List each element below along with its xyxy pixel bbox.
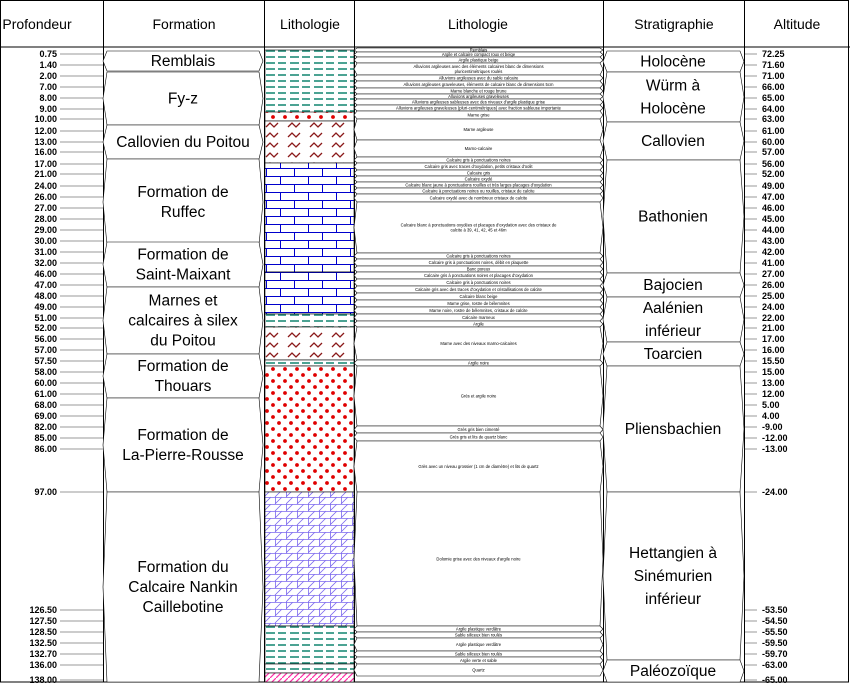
formation-label: Calcaire Nankin	[128, 579, 238, 596]
stratigraphy-label: inférieur	[645, 323, 701, 340]
depth-label: 27.00	[34, 203, 57, 213]
header-stratigraphy: Stratigraphie	[634, 16, 714, 32]
description-text: Marne grise, rostre de bélemnites	[447, 301, 510, 306]
stratigraphy-label: Pliensbachien	[624, 421, 722, 438]
formation-label: Formation du	[137, 559, 229, 576]
stratigraphy-label: Holocène	[640, 53, 706, 71]
depth-label: 138.00	[29, 675, 57, 685]
depth-label: 58.00	[34, 367, 57, 377]
description-text: Quartz	[472, 667, 485, 673]
depth-label: 85.00	[34, 433, 57, 443]
altitude-label: 26.00	[762, 280, 785, 290]
description-text: Calcaire gris à ponctuations noires, débit en plaquette	[428, 260, 529, 265]
altitude-label: 45.00	[762, 214, 785, 224]
formation-label: Formation de	[137, 184, 229, 201]
description-text: Marne blanche et rouge brune	[450, 88, 507, 94]
depth-label: 57.00	[34, 345, 57, 355]
altitude-label: 15.00	[762, 367, 785, 377]
altitude-label: -12.00	[762, 433, 788, 443]
depth-label: 61.00	[34, 389, 57, 399]
depth-label: 132.70	[29, 649, 57, 659]
header-altitude: Altitude	[773, 16, 821, 32]
formation-label: Remblais	[150, 53, 216, 70]
altitude-label: -54.50	[762, 616, 788, 626]
description-text: Dolomie grise avec des niveaux d'argile noire	[436, 556, 521, 562]
description-text: Calcaire gris à ponctuations noires	[446, 280, 511, 285]
depth-label: 30.00	[34, 236, 57, 246]
depth-label: 7.00	[39, 82, 57, 92]
altitude-label: 60.00	[762, 137, 785, 147]
description-text: pluricentimétriques roulés	[454, 69, 503, 75]
description-text: Calcaire marneux	[462, 315, 495, 320]
description-text: Argile noire	[467, 360, 490, 366]
lithology-layer	[265, 163, 354, 272]
altitude-label: 13.00	[762, 378, 785, 388]
altitude-label: -59.50	[762, 638, 788, 648]
description-text: Argile plastique beige	[458, 57, 499, 63]
depth-scale	[29, 49, 103, 685]
depth-label: 28.00	[34, 214, 57, 224]
lithology-layer	[265, 121, 354, 163]
stratigraphy-label: Hettangien à	[629, 545, 717, 562]
altitude-label: 15.50	[762, 356, 785, 366]
description-text: Grès avec un niveau grossier (1 cm de diamètre) et lits de quartz	[418, 464, 539, 469]
description-text: Argile et calcaire compact roux et beige	[441, 52, 516, 57]
description-text: Calcaire gris avec des traces d'oxydation et cristallisations de calcite	[415, 287, 542, 292]
altitude-label: 46.00	[762, 203, 785, 213]
lithology-patterns	[265, 50, 354, 682]
description-text: Calcaire oxydé	[464, 176, 493, 182]
depth-label: 68.00	[34, 400, 57, 410]
depth-label: 60.00	[34, 378, 57, 388]
altitude-label: 71.60	[762, 60, 785, 70]
altitude-label: 72.25	[762, 49, 785, 59]
formation-label: Marnes et	[148, 292, 218, 310]
depth-label: 97.00	[34, 487, 57, 497]
altitude-label: 64.00	[762, 104, 785, 114]
altitude-label: 49.00	[762, 181, 785, 191]
lithology-layer	[265, 366, 354, 492]
stratigraphy-labels	[603, 51, 744, 682]
lithology-layer	[265, 360, 354, 366]
lithology-layer	[265, 314, 354, 327]
description-text: Banc poreux	[466, 266, 491, 272]
depth-label: 13.00	[34, 137, 57, 147]
description-text: Calcaire gris avec traces d'oxydation, petits cristaux d'oolit	[424, 164, 533, 169]
description-text: Remblais	[469, 47, 488, 53]
depth-label: 9.00	[39, 104, 57, 114]
description-text: Calcaire gris à ponctuations noires et placages d'oxydation	[423, 273, 534, 278]
depth-label: 16.00	[34, 147, 57, 157]
description-text: Alluvions argileuses avec des éléments calcaires blanc de dimensions	[413, 63, 544, 69]
altitude-label: 17.00	[762, 334, 785, 344]
formation-label: La-Pierre-Rousse	[122, 447, 244, 464]
stratigraphy-label: Würm à	[645, 77, 701, 95]
depth-label: 128.50	[29, 627, 57, 637]
depth-label: 31.00	[34, 247, 57, 257]
depth-label: 26.00	[34, 192, 57, 202]
description-text: Marne avec des niveaux marno-calcaires	[440, 341, 517, 346]
depth-label: 136.00	[29, 660, 57, 670]
header-depth: Profondeur	[2, 16, 72, 32]
description-text: Marne grise	[467, 112, 490, 118]
altitude-label: 63.00	[762, 114, 785, 124]
altitude-label: -24.00	[762, 487, 788, 497]
description-text: Grès gris et lits de quartz blanc	[449, 434, 508, 440]
description-text: Grès gris bien cimenté	[457, 427, 500, 432]
altitude-label: 12.00	[762, 389, 785, 399]
depth-label: 127.50	[29, 616, 57, 626]
formation-label: calcaires à silex	[128, 312, 238, 330]
description-text: Calcaire oxydé avec de nombreux cristaux de calcite	[429, 195, 528, 201]
depth-label: 52.00	[34, 323, 57, 333]
depth-label: 69.00	[34, 411, 57, 421]
altitude-label: 5.00	[762, 400, 780, 410]
header-formation: Formation	[152, 16, 216, 32]
formation-label: Fy-z	[167, 90, 199, 108]
description-text: Calcaire gris à ponctuations noires	[446, 157, 511, 163]
formation-labels	[103, 51, 263, 682]
depth-label: 2.00	[39, 71, 57, 81]
description-text: Calcaire à ponctuations noires ou rouilles, cristaux de calcite	[422, 188, 535, 194]
altitude-label: 56.00	[762, 159, 785, 169]
formation-box	[103, 159, 263, 245]
altitude-label: 27.00	[762, 269, 785, 279]
depth-label: 49.00	[34, 302, 57, 312]
description-text: Alluvions argileuses sableuses avec des niveaux d'argile plastique grise	[411, 99, 546, 105]
column-headers	[2, 16, 820, 32]
description-text: Calcaire blanc jaune à ponctuations rouilles et très larges placages d'oxydation	[405, 182, 552, 188]
altitude-label: 16.00	[762, 345, 785, 355]
altitude-label: 25.00	[762, 291, 785, 301]
formation-label: Formation de	[137, 427, 229, 444]
altitude-label: 61.00	[762, 126, 785, 136]
lithology-layer	[265, 327, 354, 360]
stratigraphy-label: Paléozoïque	[629, 663, 717, 680]
description-text: Marno-calcaire	[464, 146, 493, 151]
altitude-label: 24.00	[762, 302, 785, 312]
depth-label: 132.50	[29, 638, 57, 648]
lithology-layer	[265, 626, 354, 664]
formation-label: Caillebotine	[142, 599, 224, 616]
description-text: Argile plastique verdâtre	[455, 642, 502, 647]
formation-box	[103, 398, 263, 492]
altitude-label: -13.00	[762, 444, 788, 454]
header-lithology-pattern: Lithologie	[280, 16, 340, 32]
altitude-label: -9.00	[762, 422, 783, 432]
depth-label: 57.50	[34, 356, 57, 366]
altitude-label: 71.00	[762, 71, 785, 81]
depth-label: 0.75	[39, 49, 57, 59]
depth-label: 17.00	[34, 159, 57, 169]
altitude-label: 21.00	[762, 323, 785, 333]
stratigraphy-label: Holocène	[640, 100, 706, 118]
altitude-label: 41.00	[762, 258, 785, 268]
lithology-layer	[265, 673, 354, 682]
stratigraphy-label: Callovien	[641, 133, 705, 150]
lithology-layer	[265, 50, 354, 120]
depth-label: 32.00	[34, 258, 57, 268]
depth-label: 48.00	[34, 291, 57, 301]
altitude-label: 43.00	[762, 236, 785, 246]
description-text: Alluvions argileuses graveleuses (pluri-centimétriques) avec fraction sableuse importante	[395, 105, 562, 111]
depth-label: 46.00	[34, 269, 57, 279]
description-text: Argile plastique verdâtre	[455, 626, 502, 632]
stratigraphy-label: Bathonien	[638, 208, 708, 226]
depth-label: 82.00	[34, 422, 57, 432]
altitude-label: 44.00	[762, 225, 785, 235]
altitude-label: -53.50	[762, 605, 788, 615]
stratigraphy-label: Sinémurien	[633, 568, 713, 585]
formation-label: Thouars	[154, 378, 212, 395]
altitude-label: 22.00	[762, 313, 785, 323]
altitude-label: 4.00	[762, 411, 780, 421]
altitude-label: -63.00	[762, 660, 788, 670]
description-text: Calcaire blanc beige	[459, 294, 498, 299]
altitude-label: 66.00	[762, 82, 785, 92]
formation-label: Ruffec	[160, 204, 206, 221]
formation-label: Formation de	[137, 358, 229, 375]
description-text: Sable siliceux bien roulés	[454, 651, 503, 657]
altitude-label: 65.00	[762, 93, 785, 103]
description-text: Marne noire, rostre de bélemnites, cristaux de calcite	[429, 308, 528, 313]
depth-label: 21.00	[34, 169, 57, 179]
lithology-layer	[265, 272, 354, 314]
depth-label: 12.00	[34, 126, 57, 136]
description-text: Grès et argile noire	[460, 393, 497, 399]
description-text: Marne argileuse	[463, 127, 494, 132]
depth-label: 51.00	[34, 313, 57, 323]
description-text: calcite à 39, 41, 42, 45 et 46m	[450, 227, 507, 233]
header-lithology-description: Lithologie	[448, 16, 508, 32]
description-text: Alluvions argileuses graveleuses, éléments de calcaire blanc de dimensions 5cm	[403, 82, 554, 87]
formation-label: du Poitou	[150, 332, 216, 350]
depth-label: 8.00	[39, 93, 57, 103]
lithology-layer	[265, 112, 354, 121]
description-text: Sable siliceux bien roulés	[454, 632, 503, 638]
description-text: Calcaire gris	[466, 170, 491, 176]
depth-label: 1.40	[39, 60, 57, 70]
stratigraphy-label: inférieur	[645, 591, 701, 608]
formation-label: Callovien du Poitou	[116, 134, 250, 151]
formation-label: Formation de	[137, 246, 229, 264]
stratigraphy-label: Toarcien	[643, 346, 703, 363]
description-text: Argile	[473, 321, 484, 327]
description-text: Alluvions argileuses avec du sable calcaire	[438, 75, 519, 81]
stratigraphy-label: Bajocien	[643, 277, 703, 294]
description-text: Alluvions argileuses graveleuses	[448, 94, 509, 99]
description-text: Calcaire gris à ponctuations noires	[446, 253, 511, 259]
altitude-scale	[744, 49, 788, 685]
altitude-label: 47.00	[762, 192, 785, 202]
lithology-descriptions	[354, 48, 603, 677]
altitude-label: -65.00	[762, 675, 788, 685]
altitude-label: 57.00	[762, 147, 785, 157]
description-text: Argile verte et sable	[459, 658, 498, 663]
stratigraphy-label: Aalénien	[642, 300, 704, 317]
lithology-layer	[265, 492, 354, 626]
depth-label: 47.00	[34, 280, 57, 290]
depth-label: 56.00	[34, 334, 57, 344]
description-text: Calcaire blanc à ponctuations oxydées et placages d'oxydation avec des cristaux de	[400, 222, 557, 228]
altitude-label: -59.70	[762, 649, 788, 659]
formation-label: Saint-Maixant	[135, 266, 231, 284]
lithology-layer	[265, 664, 354, 673]
depth-label: 29.00	[34, 225, 57, 235]
depth-label: 86.00	[34, 444, 57, 454]
depth-label: 10.00	[34, 114, 57, 124]
depth-label: 126.50	[29, 605, 57, 615]
altitude-label: -55.50	[762, 627, 788, 637]
depth-label: 24.00	[34, 181, 57, 191]
altitude-label: 42.00	[762, 247, 785, 257]
altitude-label: 52.00	[762, 169, 785, 179]
